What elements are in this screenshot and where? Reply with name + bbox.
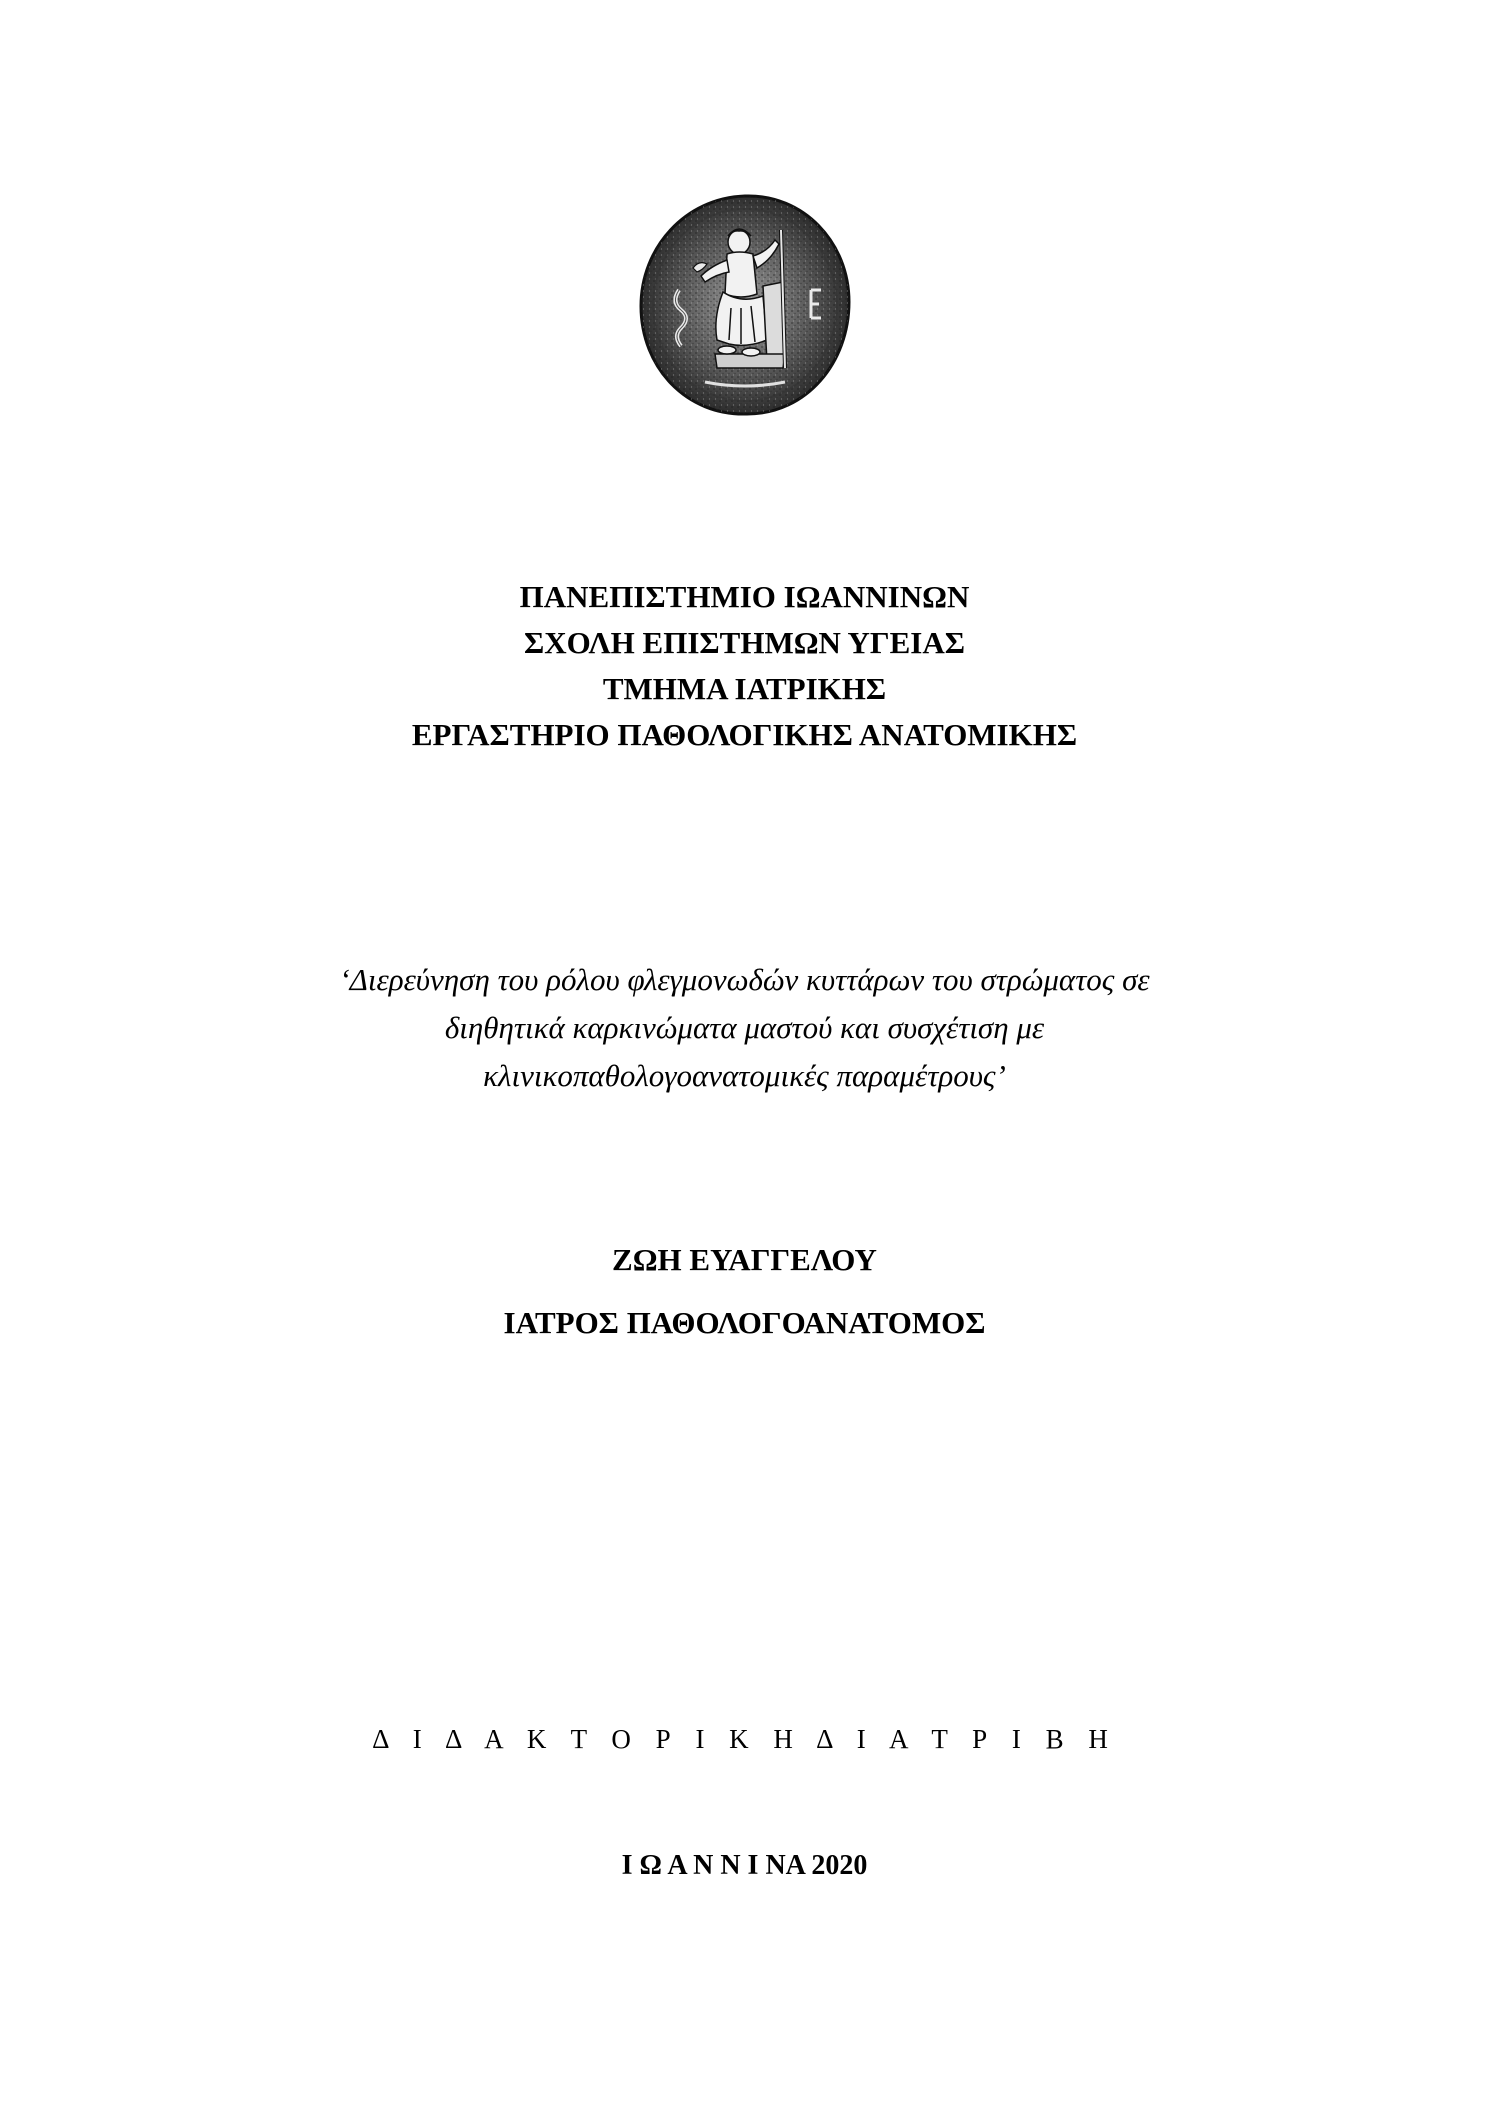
place-year: Ι Ω Α Ν Ν Ι ΝΑ 2020 (621, 1850, 868, 1881)
author-role: ΙΑΤΡΟΣ ΠΑΘΟΛΟΓΟΑΝΑΤΟΜΟΣ (503, 1305, 986, 1340)
thesis-title-line: διηθητικά καρκινώματα μαστού και συσχέτιση με (444, 1010, 1045, 1045)
author-name: ΖΩΗ ΕΥΑΓΓΕΛΟΥ (612, 1242, 877, 1277)
school-name: ΣΧΟΛΗ ΕΠΙΣΤΗΜΩΝ ΥΓΕΙΑΣ (523, 625, 966, 660)
university-name: ΠΑΝΕΠΙΣΤΗΜΙΟ ΙΩΑΝΝΙΝΩΝ (519, 579, 970, 614)
department-name: ΤΜΗΜΑ ΙΑΤΡΙΚΗΣ (602, 671, 887, 706)
university-seal-icon (635, 190, 855, 420)
thesis-title-line: ‘Διερεύνηση του ρόλου φλεγμονωδών κυττάρων του στρώματος σε (339, 962, 1150, 997)
document-type: Δ Ι Δ Α Κ Τ Ο Ρ Ι Κ Η Δ Ι Α Τ Ρ Ι Β Η (372, 1724, 1117, 1754)
institution-header (0, 574, 1489, 758)
laboratory-name: ΕΡΓΑΣΤΗΡΙΟ ΠΑΘΟΛΟΓΙΚΗΣ ΑΝΑΤΟΜΙΚΗΣ (411, 717, 1078, 752)
thesis-title-line: κλινικοπαθολογοανατομικές παραμέτρους’ (483, 1058, 1006, 1093)
thesis-title (0, 956, 1489, 1100)
